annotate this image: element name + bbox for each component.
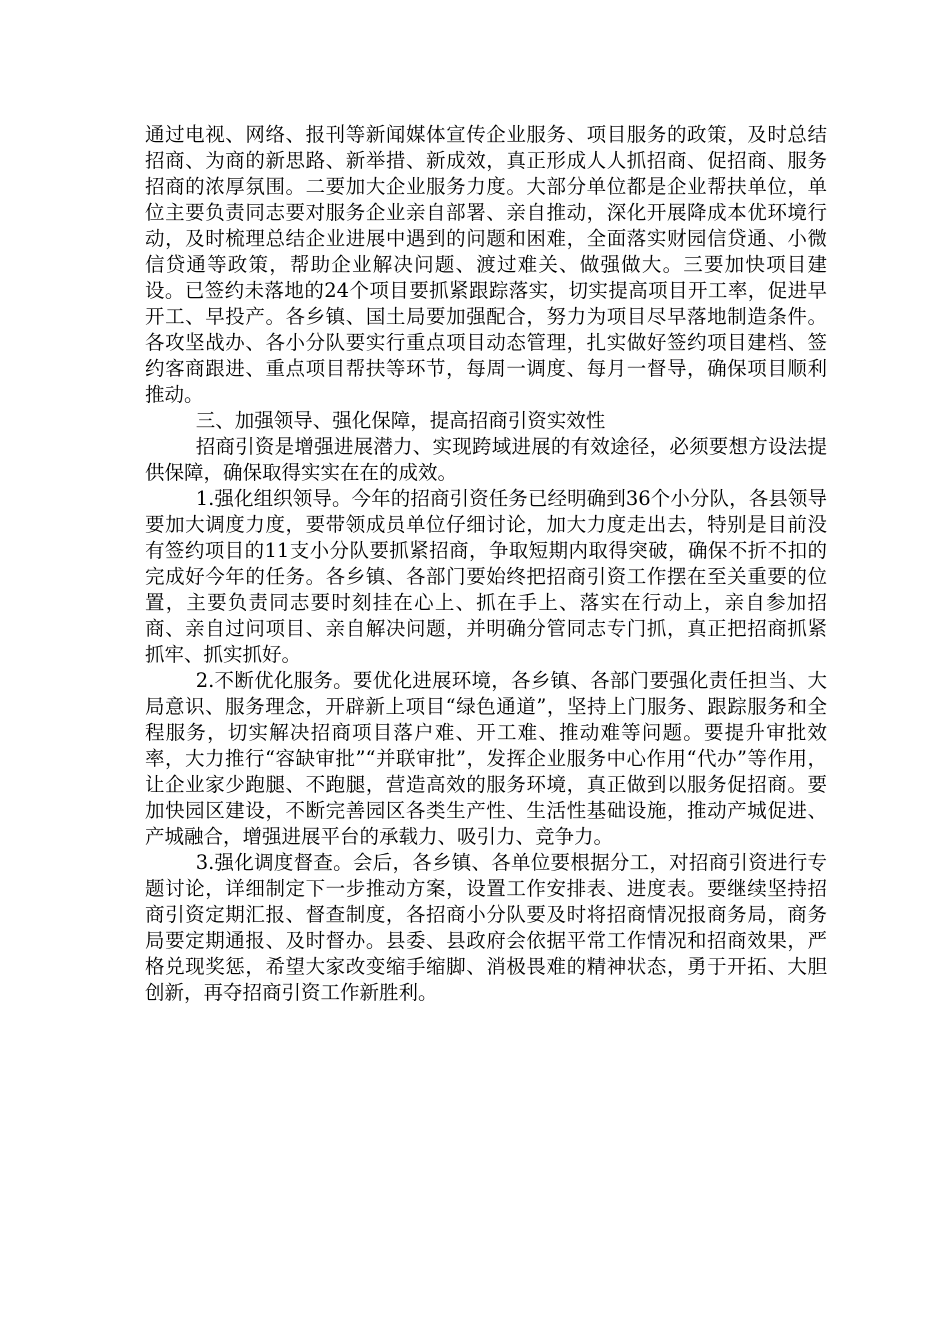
section-heading: 三、加强领导、强化保障，提高招商引资实效性 — [195, 409, 606, 432]
paragraph-item-2: 2.不断优化服务。要优化进展环境，各乡镇、各部门要强化责任担当、大局意识、服务理念，开辟新上项目“绿色通道”，坚持上门服务、跟踪服务和全程服务，切实解决招商项目落户难、开工难、推动难等问题。要提升审批效率，大力推行“容缺审批”“并联审批”，发挥企业服务中心作用“代办”等作用，让企业家少跑腿、不跑腿，营造高效的服务环境，真正做到以服务促招商。要加快园区建设，不断完善园区各类生产性、生活性基础设施，推动产城促进、产城融合，增强进展平台的承载力、吸引力、竞争力。 — [145, 669, 827, 848]
paragraph-item-3: 3.强化调度督查。会后，各乡镇、各单位要根据分工，对招商引资进行专题讨论，详细制定下一步推动方案，设置工作安排表、进度表。要继续坚持招商引资定期汇报、督查制度，各招商小分队要及时将招商情况报商务局，商务局要定期通报、及时督办。县委、县政府会依据平常工作情况和招商效果，严格兑现奖惩，希望大家改变缩手缩脚、消极畏难的精神状态，勇于开拓、大胆创新，再夺招商引资工作新胜利。 — [145, 851, 827, 1004]
paragraph-intro: 招商引资是增强进展潜力、实现跨域进展的有效途径，必须要想方设法提供保障，确保取得实实在在的成效。 — [145, 435, 827, 484]
paragraph-item-1: 1.强化组织领导。今年的招商引资任务已经明确到36个小分队，各县领导要加大调度力度，要带领成员单位仔细讨论，加大力度走出去，特别是目前没有签约项目的11支小分队要抓紧招商，争取短期内取得突破，确保不折不扣的完成好今年的任务。各乡镇、各部门要始终把招商引资工作摆在至关重要的位置，主要负责同志要时刻挂在心上、抓在手上、落实在行动上，亲自参加招商、亲自过问项目、亲自解决问题，并明确分管同志专门抓，真正把招商抓紧抓牢、抓实抓好。 — [145, 487, 827, 666]
paragraph-continuation: 通过电视、网络、报刊等新闻媒体宣传企业服务、项目服务的政策，及时总结招商、为商的新思路、新举措、新成效，真正形成人人抓招商、促招商、服务招商的浓厚氛围。二要加大企业服务力度。大部分单位都是企业帮扶单位，单位主要负责同志要对服务企业亲自部署、亲自推动，深化开展降成本优环境行动，及时梳理总结企业进展中遇到的问题和困难，全面落实财园信贷通、小微信贷通等政策，帮助企业解决问题、渡过难关、做强做大。三要加快项目建设。已签约未落地的24个项目要抓紧跟踪落实，切实提高项目开工率，促进早开工、早投产。各乡镇、国土局要加强配合，努力为项目尽早落地制造条件。各攻坚战办、各小分队要实行重点项目动态管理，扎实做好签约项目建档、签约客商跟进、重点项目帮扶等环节，每周一调度、每月一督导，确保项目顺利推动。 — [145, 123, 827, 406]
document-body — [145, 122, 827, 1006]
